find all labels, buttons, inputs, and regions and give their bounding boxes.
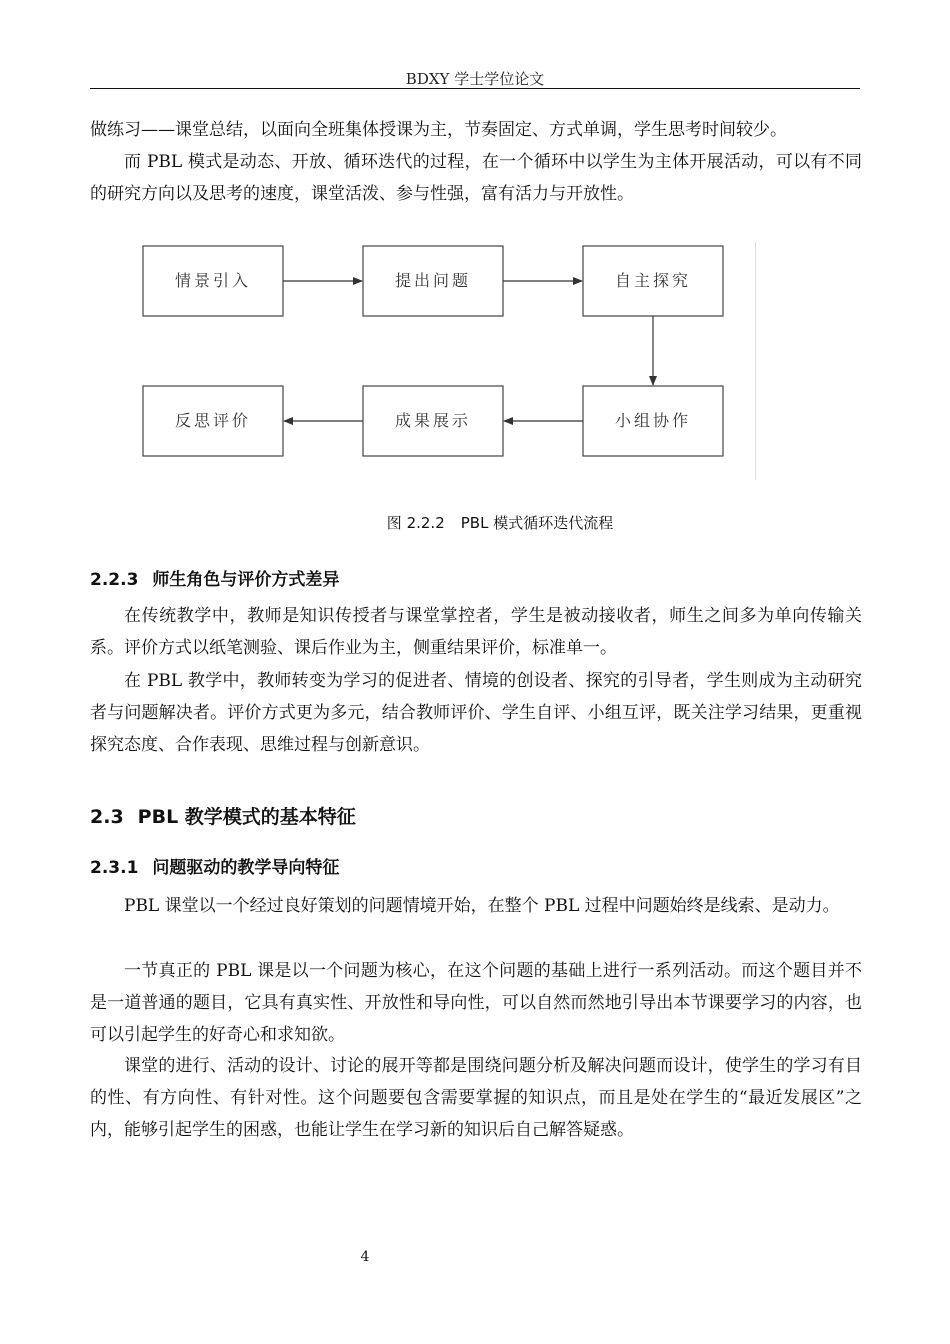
section-number: 2.2.3 [90, 570, 139, 590]
figure-caption [90, 512, 910, 533]
flow-box-5-label: 成果展示 [394, 411, 472, 430]
section-number: 2.3.1 [90, 858, 139, 878]
header-rule [90, 88, 860, 89]
flow-box-1-label: 情景引入 [174, 271, 252, 290]
flow-box-6-label: 反思评价 [174, 411, 252, 430]
figure-edge-rule [755, 242, 756, 480]
paragraph-activity-design: 课堂的进行、活动的设计、讨论的展开等都是围绕问题分析及解决问题而设计，使学生的学习有目的性、有方向性、有针对性。这个问题要包含需要掌握的知识点，而且是处在学生的“最近发展区”之内，能够引起学生的困惑，也能让学生在学习新的知识后自己解答疑惑。 [90, 1056, 862, 1140]
paragraph-core-problem: 一节真正的 PBL 课是以一个问题为核心，在这个问题的基础上进行一系列活动。而这个题目并不是一道普通的题目，它具有真实性、开放性和导向性，可以自然而然地引导出本节课要学习的内容，也可以引起学生的好奇心和求知欲。 [90, 961, 862, 1045]
flow-box-1 [143, 246, 283, 316]
flow-box-6 [143, 386, 283, 456]
pbl-cycle-flowchart [90, 238, 770, 488]
flow-box-4-label: 小组协作 [614, 411, 692, 430]
running-header: BDXY 学士学位论文 [405, 70, 545, 88]
section-heading-2-2-3 [90, 565, 339, 590]
section-title: 问题驱动的教学导向特征 [152, 858, 340, 878]
section-title: 师生角色与评价方式差异 [152, 570, 340, 590]
section-heading-2-3 [90, 802, 356, 829]
flow-box-4 [583, 386, 723, 456]
section-number: 2.3 [90, 806, 124, 828]
section-title: PBL 教学模式的基本特征 [137, 806, 356, 828]
flow-box-5 [363, 386, 503, 456]
figure-caption-number: 图 2.2.2 [386, 514, 445, 532]
paragraph-traditional-roles: 在传统教学中，教师是知识传授者与课堂掌控者，学生是被动接收者，师生之间多为单向传输关系。评价方式以纸笔测验、课后作业为主，侧重结果评价，标准单一。 [90, 606, 862, 658]
paragraph-pbl-roles: 在 PBL 教学中，教师转变为学习的促进者、情境的创设者、探究的引导者，学生则成为主动研究者与问题解决者。评价方式更为多元，结合教师评价、学生自评、小组互评，既关注学习结果，更重视探究态度、合作表现、思维过程与创新意识。 [90, 671, 862, 755]
figure-caption-text: PBL 模式循环迭代流程 [460, 514, 614, 532]
page-number: 4 [360, 1249, 370, 1265]
paragraph-intro-end: 做练习——课堂总结，以面向全班集体授课为主，节奏固定、方式单调，学生思考时间较少。 [90, 120, 787, 140]
flow-box-2-label: 提出问题 [394, 271, 472, 290]
flow-box-3-label: 自主探究 [614, 271, 692, 290]
flow-box-2 [363, 246, 503, 316]
paragraph-problem-driven: PBL 课堂以一个经过良好策划的问题情境开始，在整个 PBL 过程中问题始终是线索、是动力。 [124, 896, 840, 916]
section-heading-2-3-1 [90, 853, 339, 878]
flow-box-3 [583, 246, 723, 316]
paragraph-pbl-dynamic: 而 PBL 模式是动态、开放、循环迭代的过程，在一个循环中以学生为主体开展活动，可以有不同的研究方向以及思考的速度，课堂活泼、参与性强，富有活力与开放性。 [90, 152, 862, 204]
